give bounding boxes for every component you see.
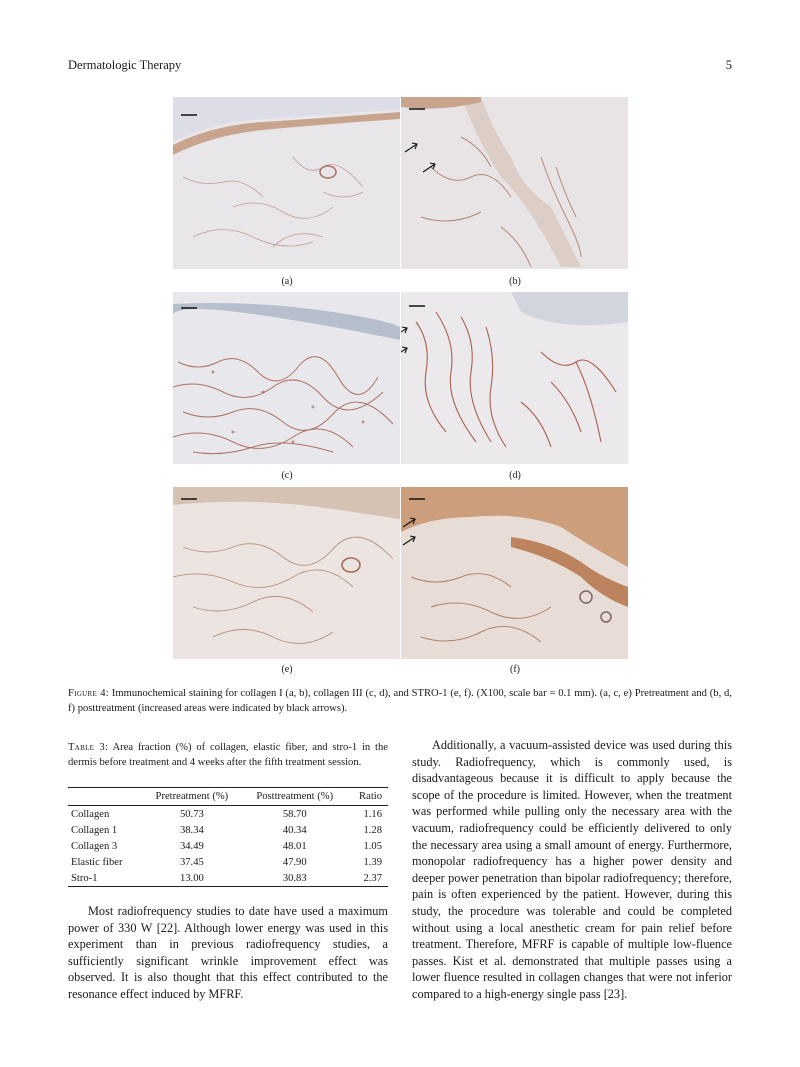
table-header-cell: Ratio [359, 791, 382, 802]
table-header-cell [68, 788, 142, 806]
table-cell: 50.73 [179, 808, 204, 820]
figure-caption [68, 686, 732, 717]
micrograph-panel-f [401, 487, 628, 659]
table-cell: Stro-1 [71, 872, 98, 884]
table-cell: Elastic fiber [71, 856, 123, 868]
table-cell: 48.01 [282, 840, 307, 852]
table-cell: 1.28 [363, 824, 382, 836]
table-row [68, 854, 388, 870]
table-cell: 13.00 [179, 872, 204, 884]
table-cell: 40.34 [282, 824, 307, 836]
panel-label-b: (b) [509, 276, 521, 287]
table-header-cell: Posttreatment (%) [256, 791, 334, 802]
figure-caption-label: Figure 4: [68, 688, 110, 699]
micrograph-image [173, 97, 400, 269]
micrograph-panel-b [401, 97, 628, 269]
running-head: Dermatologic Therapy [68, 58, 182, 72]
table-caption-text: Area fraction (%) of collagen, elastic fiber, and stro-1 in the dermis before treatment and 4 weeks after the fifth treatment session. [68, 742, 388, 769]
micrograph-panel-a [173, 97, 400, 269]
table-cell: Collagen [71, 808, 110, 820]
table-cell: 37.45 [179, 856, 204, 868]
table-caption [68, 740, 388, 771]
table-cell: 38.34 [179, 824, 204, 836]
table-cell: Collagen 1 [71, 824, 118, 836]
table-row [68, 822, 388, 838]
panel-label-f: (f) [510, 664, 520, 675]
table-row [68, 838, 388, 854]
micrograph-image [401, 292, 628, 464]
figure-caption-text: Immunochemical staining for collagen I (a, b), collagen III (c, d), and STRO-1 (e, f). (X100, scale bar = 0.1 mm). (a, c, e) Pretreatment and (b, d, f) posttreatment (increased areas were indicated by black arrows). [68, 688, 732, 715]
table-cell: 34.49 [179, 840, 204, 852]
body-column-right [412, 737, 732, 1003]
table-cell: 1.05 [363, 840, 382, 852]
page-number: 5 [725, 58, 732, 72]
body-paragraph: Most radiofrequency studies to date have used a maximum power of 330 W [22]. Although lower energy was used in this experiment than in previous radiofrequency studies, a sufficiently significant wrinkle improvement effect was observed. It is also thought that this effect contributed to the resonance effect induced by MFRF. [68, 904, 388, 1001]
table-header-cell: Pretreatment (%) [155, 791, 229, 802]
table-row [68, 806, 388, 823]
body-column-left [68, 903, 388, 1003]
area-fraction-table [68, 787, 388, 887]
table-cell: Collagen 3 [71, 840, 118, 852]
micrograph-panel-d [401, 292, 628, 464]
table-cell: 2.37 [363, 872, 382, 884]
panel-label-c: (c) [281, 470, 293, 481]
panel-label-e: (e) [281, 664, 293, 675]
panel-label-d: (d) [509, 470, 521, 481]
table-cell: 1.39 [363, 856, 382, 868]
micrograph-image [401, 97, 628, 269]
table-caption-label: Table 3: [68, 742, 109, 753]
table-cell: 1.16 [363, 808, 382, 820]
table-cell: 58.70 [282, 808, 307, 820]
table-row [68, 870, 388, 887]
table-cell: 30.83 [282, 872, 307, 884]
micrograph-panel-e [173, 487, 400, 659]
table-cell: 47.90 [282, 856, 307, 868]
micrograph-image [173, 487, 400, 659]
body-paragraph: Additionally, a vacuum-assisted device was used during this study. Radiofrequency, which is commonly used, is disadvantageous because it is difficult to apply because the scope of the procedure is limited. However, when the treatment was performed while pulling only the necessary area with the vacuum, radiofrequency could be efficiently delivered to only the necessary area using a small amount of energy. Furthermore, monopolar radiofrequency has a higher power density and deeper power penetration than bipolar radiofrequency; therefore, pain is often experienced by the patient. However, during this study, the procedure was tolerable and could be completed without using a local anesthetic cream for pain relief before treatment. Therefore, MFRF is capable of multiple low-fluence passes. Kist et al. demonstrated that multiple passes using a lower fluence resulted in collagen changes that were not inferior compared to a high-energy single pass [23]. [412, 738, 732, 1001]
panel-label-a: (a) [281, 276, 293, 287]
micrograph-image [401, 487, 628, 659]
micrograph-image [173, 292, 400, 464]
table-header-row [68, 788, 388, 806]
micrograph-panel-c [173, 292, 400, 464]
